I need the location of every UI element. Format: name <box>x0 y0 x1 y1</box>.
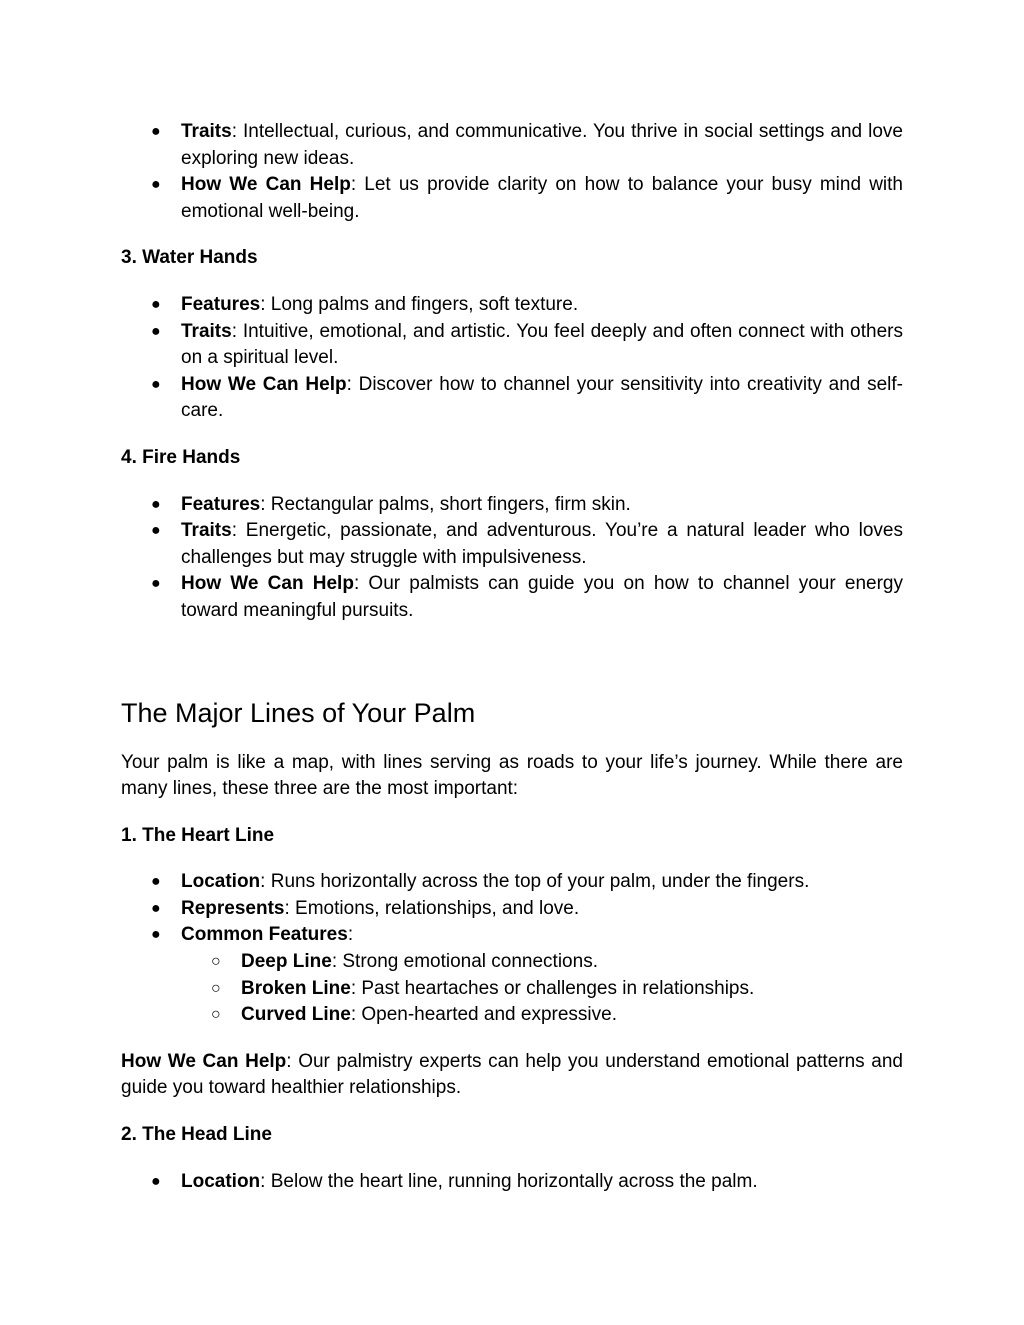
heart-line-heading: 1. The Heart Line <box>121 824 275 846</box>
head-line-list <box>121 1169 903 1196</box>
list-item-text: : Below the heart line, running horizontally across the palm. <box>260 1170 758 1192</box>
list-item-term: How We Can Help <box>181 573 354 595</box>
list-item-text: : Discover how to channel your sensitivity into creativity and self-care. <box>181 373 903 422</box>
list-item <box>121 869 903 896</box>
list-item-term: Features <box>181 493 261 515</box>
list-item <box>121 492 903 519</box>
heart-line-help <box>121 1049 903 1102</box>
section-title: The Major Lines of Your Palm <box>121 697 476 728</box>
list-item <box>121 896 903 923</box>
list-item-term: Represents <box>181 897 285 919</box>
list-item-text: : Energetic, passionate, and adventurous. You’re a natural leader who loves challenges but may struggle with impulsiveness. <box>181 520 903 568</box>
list-item-text: : Let us provide clarity on how to balance your busy mind with emotional well-being. <box>181 174 903 222</box>
list-item-term: Location <box>181 1170 261 1192</box>
list-item <box>121 119 903 172</box>
list-item <box>121 292 903 319</box>
sub-list-item-text: : Past heartaches or challenges in relationships. <box>350 977 755 999</box>
list-item <box>121 172 903 225</box>
list-item-term: Traits <box>181 320 232 342</box>
fire-hands-list <box>121 492 903 625</box>
sub-list-item-text: : Open-hearted and expressive. <box>350 1004 617 1026</box>
list-item-text: : Intuitive, emotional, and artistic. You feel deeply and often connect with others on a spiritual level. <box>181 320 903 369</box>
sub-list-item-term: Broken Line <box>241 977 351 999</box>
sub-list-item <box>121 976 903 1003</box>
list-item <box>121 518 903 571</box>
fire-hands-heading: 4. Fire Hands <box>121 446 241 468</box>
list-item-text: : <box>347 924 354 946</box>
help-term: How We Can Help <box>121 1050 287 1072</box>
list-item-text: : Long palms and fingers, soft texture. <box>260 293 579 315</box>
sub-list-item <box>121 1002 903 1029</box>
list-item <box>121 1169 903 1196</box>
list-item-term: Traits <box>181 121 232 142</box>
list-item <box>121 571 903 624</box>
list-item-term: Traits <box>181 520 232 542</box>
water-hands-heading: 3. Water Hands <box>121 247 258 269</box>
list-item-term: Common Features <box>181 924 348 946</box>
head-line-heading: 2. The Head Line <box>121 1124 272 1146</box>
list-item-text: : Intellectual, curious, and communicative. You thrive in social settings and love exploring new ideas. <box>181 121 903 169</box>
list-item-text: : Rectangular palms, short fingers, firm skin. <box>260 493 631 515</box>
sub-list-item <box>121 949 903 976</box>
heart-line-sublist <box>121 949 903 1029</box>
air-hands-list <box>121 119 903 225</box>
list-item <box>121 372 903 425</box>
section-intro: Your palm is like a map, with lines serving as roads to your life’s journey. While there are many lines, these three are the most important: <box>121 751 903 800</box>
help-text: : Our palmistry experts can help you understand emotional patterns and guide you toward healthier relationships. <box>121 1050 904 1099</box>
sub-list-item-term: Curved Line <box>241 1004 351 1026</box>
list-item-term: How We Can Help <box>181 174 351 196</box>
sub-list-item-term: Deep Line <box>241 951 332 973</box>
list-item <box>121 319 903 372</box>
water-hands-list <box>121 292 903 425</box>
list-item-text: : Runs horizontally across the top of your palm, under the fingers. <box>260 871 810 893</box>
sub-list-item-text: : Strong emotional connections. <box>331 951 598 973</box>
list-item-term: Location <box>181 871 261 893</box>
list-item-term: How We Can Help <box>181 373 347 395</box>
list-item-text: : Emotions, relationships, and love. <box>284 897 580 919</box>
document-page <box>121 119 903 1195</box>
list-item-text: : Our palmists can guide you on how to channel your energy toward meaningful pursuits. <box>181 573 903 621</box>
list-item <box>121 922 903 949</box>
list-item-term: Features <box>181 293 261 315</box>
heart-line-list <box>121 869 903 949</box>
